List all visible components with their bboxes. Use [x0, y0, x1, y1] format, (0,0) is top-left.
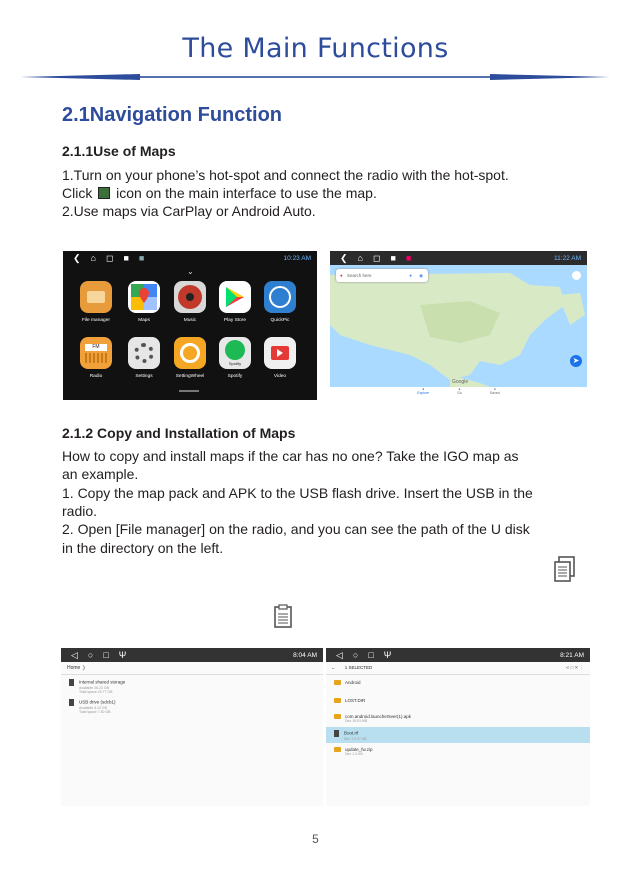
paragraph-line: in the directory on the left. [62, 540, 224, 556]
file-icon [334, 730, 339, 737]
app-label: Radio [89, 374, 103, 379]
paragraph-line: 2.Use maps via CarPlay or Android Auto. [62, 203, 316, 219]
file-manager-icon [80, 281, 112, 313]
app-label: Video [273, 374, 287, 379]
status-time: 8:04 AM [293, 651, 317, 659]
layers-icon[interactable] [572, 271, 581, 280]
app-label: Play Store [223, 318, 247, 323]
list-item[interactable] [69, 679, 125, 694]
breadcrumb-home[interactable]: Home [67, 665, 81, 671]
app-radio [79, 337, 113, 379]
home-screen-image [63, 251, 317, 400]
steering-wheel-icon [174, 337, 206, 369]
back-icon: ◁ [336, 649, 343, 660]
file-manager-right-image [326, 648, 590, 806]
map-bottom-tabs [330, 387, 587, 401]
subsection-title-copy: 2.1.2 Copy and Installation of Maps [62, 425, 296, 441]
google-logo: Google [452, 379, 469, 385]
folder-icon [334, 698, 341, 703]
apk-file-icon [334, 714, 341, 719]
item-name: LOST.DIR [345, 698, 366, 703]
paragraph-line [62, 184, 592, 203]
app-icon: ■ [138, 253, 145, 263]
status-time: 10:23 AM [283, 254, 311, 262]
item-name: USB drive (sdcb1) [79, 699, 116, 705]
android-nav-bar [63, 251, 317, 265]
back-icon: ◁ [71, 649, 78, 660]
navigate-icon[interactable]: ➤ [570, 355, 582, 367]
recents-icon: □ [103, 650, 109, 660]
quickpic-icon [264, 281, 296, 313]
android-nav-bar [330, 251, 587, 265]
paragraph-line: an example. [62, 466, 139, 482]
usb-drive-icon [69, 699, 74, 706]
play-store-icon [219, 281, 251, 313]
selected-count: 1 SELECTED [344, 665, 373, 670]
breadcrumb: Home ❯ [61, 662, 323, 675]
page-indicator [179, 390, 199, 392]
radio-display: FM [85, 344, 107, 351]
item-sub: Dec 1.3 KB [345, 752, 363, 757]
back-icon: ❮ [340, 252, 348, 263]
tab-label: Saved [489, 391, 500, 395]
item-name: Android [345, 680, 361, 685]
search-input[interactable]: Search here [346, 273, 372, 278]
app-label: Maps [138, 318, 150, 323]
home-icon: ⌂ [90, 253, 96, 263]
status-time: 11:22 AM [554, 254, 581, 262]
map-screen-image [330, 251, 587, 401]
app-maps [127, 281, 161, 323]
section-title: 2.1Navigation Function [62, 104, 283, 126]
home-icon: ⌂ [357, 253, 363, 263]
app-play-store [218, 281, 252, 323]
maps-icon: ■ [405, 253, 412, 263]
spotify-text: Spotify [228, 361, 242, 366]
storage-icon [69, 679, 74, 686]
app-label: Spotify [227, 374, 243, 379]
paragraph-text: icon on the main interface to use the map. [116, 185, 377, 201]
usb-icon: Ψ [383, 650, 392, 660]
radio-icon [80, 337, 112, 369]
app-label: Music [183, 318, 197, 323]
paragraph-line: 1.Turn on your phone’s hot-spot and connect the radio with the hot-spot. [62, 167, 509, 183]
app-music [173, 281, 207, 323]
list-item[interactable] [334, 680, 361, 685]
android-nav-bar [61, 648, 323, 662]
copy-icon [553, 556, 577, 587]
usb-icon: Ψ [118, 650, 127, 660]
map-search-box[interactable] [336, 269, 428, 282]
page-header-title: The Main Functions [182, 33, 449, 64]
folder-icon [334, 680, 341, 685]
tab-explore[interactable]: ● Explore [417, 387, 430, 395]
header-divider [20, 76, 610, 78]
item-sub: Available 4.10 GB [79, 706, 107, 710]
pin-icon: ● [340, 273, 343, 278]
app-settingwheel [173, 337, 207, 379]
status-time: 8:21 AM [560, 651, 584, 659]
recents-icon: ◻ [105, 252, 114, 263]
item-sub: Dec 7.6 37 KB [344, 737, 367, 741]
app-spotify [218, 337, 252, 379]
tab-label: Explore [417, 391, 430, 395]
android-nav-bar [326, 648, 590, 662]
list-item-selected[interactable] [334, 730, 367, 741]
item-name: com.android.launcher5ver(1).apk [345, 714, 412, 719]
app-label: File manager [82, 318, 110, 323]
music-icon [174, 281, 206, 313]
screenshot-icon: ■ [390, 253, 396, 263]
app-video [263, 337, 297, 379]
item-sub: Total space 7.50 GB [79, 710, 111, 714]
recents-icon: □ [368, 650, 374, 660]
action-icons[interactable]: ⋖ □ ✕ ⋮ [565, 665, 584, 670]
item-sub: Total space 29.77 GB [79, 690, 113, 694]
app-settings [127, 337, 161, 379]
zip-file-icon [334, 747, 341, 752]
tab-saved[interactable]: ● Saved [489, 387, 500, 395]
app-file-manager [79, 281, 113, 323]
tab-label: Go [457, 391, 462, 395]
app-label: QuickPic [270, 318, 290, 323]
recents-icon: ◻ [372, 252, 381, 263]
paragraph-text: Click [62, 185, 93, 201]
paragraph-line: radio. [62, 503, 98, 519]
maps-icon [98, 187, 110, 199]
item-name: Internal shared storage [79, 679, 126, 685]
paragraph-line: 1. Copy the map pack and APK to the USB flash drive. Insert the USB in the [62, 485, 533, 501]
paragraph-line: 2. Open [File manager] on the radio, and you can see the path of the U disk [62, 521, 530, 537]
google-maps-icon [128, 281, 160, 313]
list-item[interactable] [334, 714, 411, 723]
item-sub: Dec 15.93 MB [345, 719, 368, 724]
app-label: Settings [135, 374, 153, 379]
list-item[interactable] [69, 699, 116, 714]
settings-gear-icon [128, 337, 160, 369]
item-name: update_fw.zip [345, 747, 373, 752]
back-icon: ❮ [73, 252, 81, 263]
screenshot-icon: ■ [123, 253, 129, 263]
avatar-icon[interactable]: ◉ [419, 273, 423, 278]
app-label: SettingWheel [175, 374, 205, 379]
item-sub: Available 26.23 GB [79, 686, 109, 690]
paragraph-line: How to copy and install maps if the car has no one? Take the IGO map as [62, 448, 519, 464]
home-icon: ○ [87, 650, 94, 660]
spotify-icon [219, 337, 251, 369]
video-icon [264, 337, 296, 369]
paste-icon [273, 604, 293, 633]
app-quickpic [263, 281, 297, 323]
back-arrow-icon[interactable]: ← [331, 665, 336, 670]
chevron-down-icon: ⌄ [187, 267, 194, 276]
home-icon: ○ [352, 650, 359, 660]
page-number: 5 [312, 832, 319, 846]
selection-bar [326, 662, 590, 675]
list-item[interactable] [334, 747, 373, 756]
subsection-title-maps: 2.1.1Use of Maps [62, 143, 176, 159]
file-manager-left-image [61, 648, 323, 806]
tab-go[interactable]: ● Go [457, 387, 462, 395]
map-area [330, 265, 587, 387]
mic-icon[interactable]: ● [409, 273, 412, 278]
item-name: Boot.rif [344, 730, 359, 736]
list-item[interactable] [334, 698, 365, 703]
